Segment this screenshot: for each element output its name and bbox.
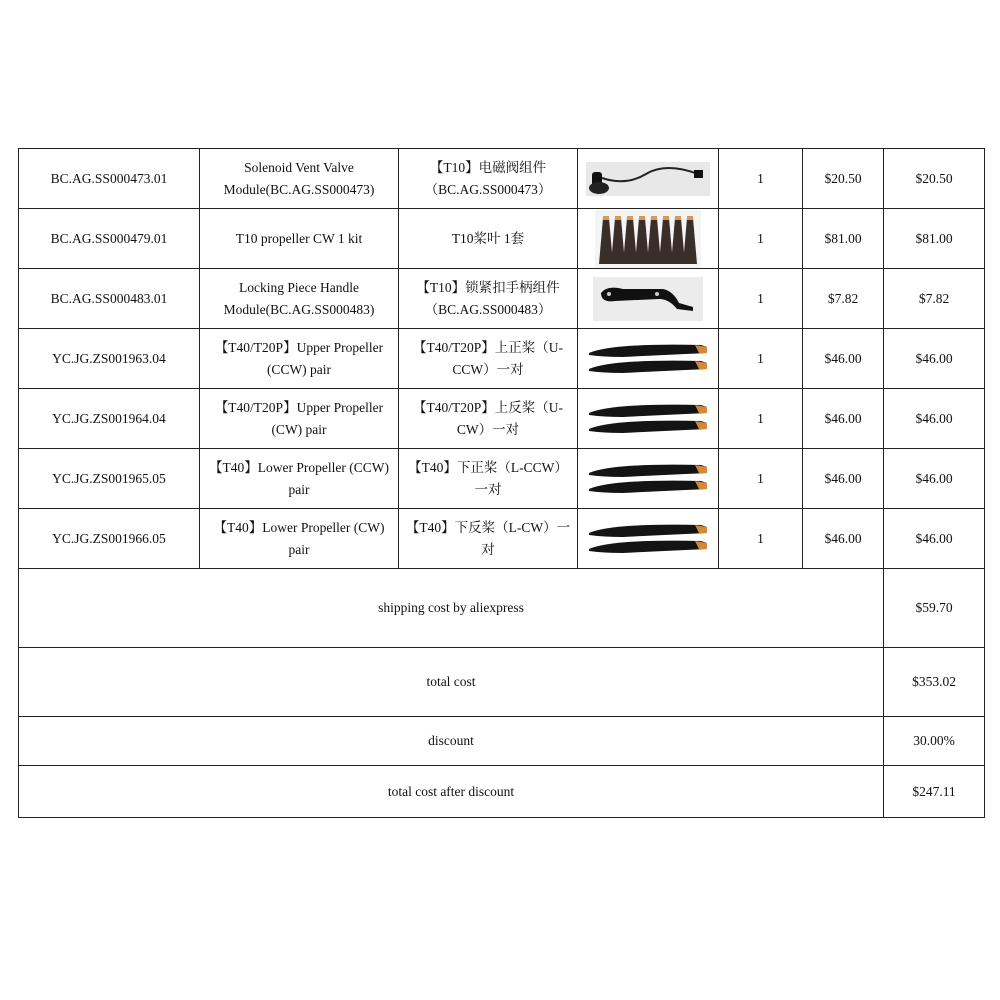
product-image <box>578 269 719 329</box>
unit-price: $46.00 <box>803 509 884 569</box>
summary-label: total cost <box>19 648 884 717</box>
line-total: $81.00 <box>884 209 985 269</box>
part-code: YC.JG.ZS001963.04 <box>19 329 200 389</box>
unit-price: $46.00 <box>803 329 884 389</box>
line-total: $46.00 <box>884 509 985 569</box>
part-code: YC.JG.ZS001966.05 <box>19 509 200 569</box>
part-name-en: 【T40/T20P】Upper Propeller (CW) pair <box>200 389 399 449</box>
product-image <box>578 509 719 569</box>
line-total: $46.00 <box>884 329 985 389</box>
item-row <box>19 209 985 269</box>
part-name-en: 【T40/T20P】Upper Propeller (CCW) pair <box>200 329 399 389</box>
part-code: YC.JG.ZS001964.04 <box>19 389 200 449</box>
line-total: $46.00 <box>884 449 985 509</box>
summary-label: shipping cost by aliexpress <box>19 569 884 648</box>
item-row <box>19 389 985 449</box>
part-name-en: Solenoid Vent Valve Module(BC.AG.SS000473) <box>200 149 399 209</box>
summary-row <box>19 717 985 766</box>
summary-value: $353.02 <box>884 648 985 717</box>
quantity: 1 <box>719 149 803 209</box>
unit-price: $81.00 <box>803 209 884 269</box>
part-name-cn: 【T40】下正桨（L-CCW）一对 <box>399 449 578 509</box>
part-name-cn: 【T40】下反桨（L-CW）一对 <box>399 509 578 569</box>
part-name-en: T10 propeller CW 1 kit <box>200 209 399 269</box>
item-row <box>19 509 985 569</box>
part-name-cn: 【T10】锁紧扣手柄组件（BC.AG.SS000483） <box>399 269 578 329</box>
product-image <box>578 389 719 449</box>
quantity: 1 <box>719 209 803 269</box>
item-row <box>19 449 985 509</box>
product-image <box>578 149 719 209</box>
propeller-pair-image <box>578 461 718 497</box>
summary-value: $59.70 <box>884 569 985 648</box>
quantity: 1 <box>719 389 803 449</box>
quantity: 1 <box>719 509 803 569</box>
part-name-cn: 【T10】电磁阀组件（BC.AG.SS000473） <box>399 149 578 209</box>
item-row <box>19 269 985 329</box>
summary-label: discount <box>19 717 884 766</box>
handle-image <box>578 277 718 321</box>
quantity: 1 <box>719 449 803 509</box>
part-code: YC.JG.ZS001965.05 <box>19 449 200 509</box>
propeller-kit-image <box>578 210 718 268</box>
part-name-en: 【T40】Lower Propeller (CW) pair <box>200 509 399 569</box>
quantity: 1 <box>719 329 803 389</box>
order-table <box>18 148 985 818</box>
summary-row <box>19 766 985 818</box>
product-image <box>578 209 719 269</box>
solenoid-valve-image <box>578 162 718 196</box>
propeller-pair-image <box>578 521 718 557</box>
part-name-cn: 【T40/T20P】上正桨（U-CCW）一对 <box>399 329 578 389</box>
item-row <box>19 329 985 389</box>
product-image <box>578 449 719 509</box>
part-name-cn: 【T40/T20P】上反桨（U-CW）一对 <box>399 389 578 449</box>
part-name-cn: T10桨叶 1套 <box>399 209 578 269</box>
summary-row <box>19 648 985 717</box>
line-total: $7.82 <box>884 269 985 329</box>
part-name-en: Locking Piece Handle Module(BC.AG.SS000483) <box>200 269 399 329</box>
unit-price: $46.00 <box>803 449 884 509</box>
propeller-pair-image <box>578 341 718 377</box>
part-code: BC.AG.SS000473.01 <box>19 149 200 209</box>
quantity: 1 <box>719 269 803 329</box>
unit-price: $20.50 <box>803 149 884 209</box>
unit-price: $46.00 <box>803 389 884 449</box>
product-image <box>578 329 719 389</box>
summary-label: total cost after discount <box>19 766 884 818</box>
summary-value: 30.00% <box>884 717 985 766</box>
propeller-pair-image <box>578 401 718 437</box>
summary-value: $247.11 <box>884 766 985 818</box>
part-name-en: 【T40】Lower Propeller (CCW) pair <box>200 449 399 509</box>
part-code: BC.AG.SS000479.01 <box>19 209 200 269</box>
line-total: $46.00 <box>884 389 985 449</box>
summary-row <box>19 569 985 648</box>
item-row <box>19 149 985 209</box>
unit-price: $7.82 <box>803 269 884 329</box>
line-total: $20.50 <box>884 149 985 209</box>
part-code: BC.AG.SS000483.01 <box>19 269 200 329</box>
